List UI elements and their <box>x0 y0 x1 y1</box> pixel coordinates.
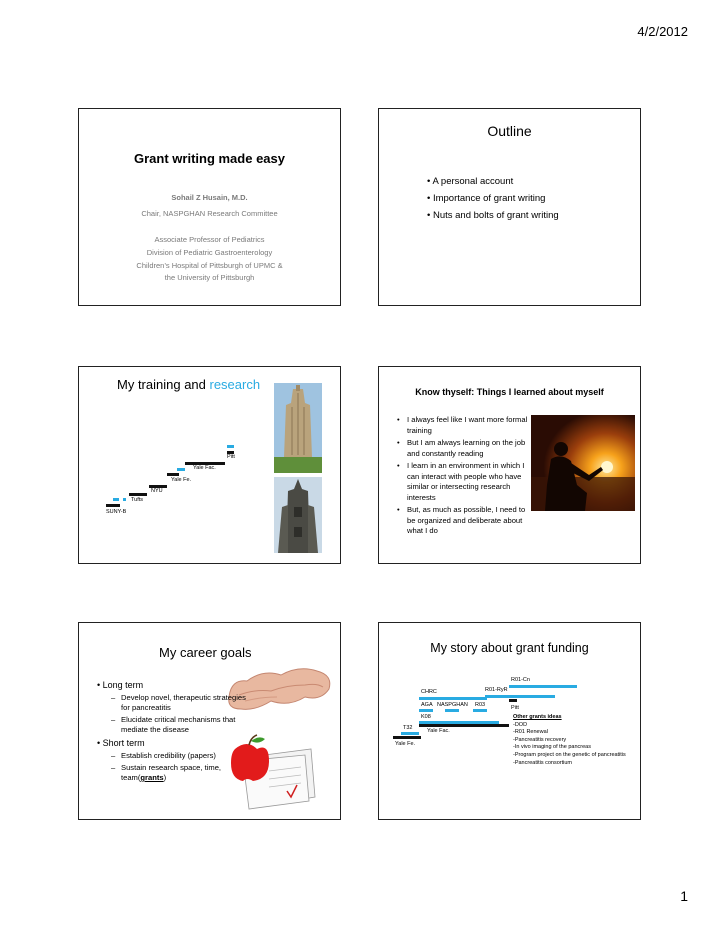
slide-title <box>78 108 341 306</box>
sunset-silhouette-photo <box>531 415 635 511</box>
short-term-heading: • Short term <box>97 738 145 748</box>
know-thyself-list <box>397 415 533 537</box>
label-k08: K08 <box>421 714 431 720</box>
other-grant-item: -Pancreatitis consortium <box>513 759 572 766</box>
list-item: • But I am always learning on the job and constantly reading <box>397 438 526 458</box>
other-grant-item: -Program project on the genetic of pancreatitis <box>513 751 626 758</box>
timeline-bar <box>123 498 126 501</box>
other-grant-item: -DOD <box>513 721 528 728</box>
other-grants-title: Other grants ideas <box>513 714 562 720</box>
label-yale-fe: Yale Fe. <box>395 741 416 747</box>
label-t32: T32 <box>403 725 413 731</box>
grant-bar <box>419 709 433 712</box>
affiliation-2: Division of Pediatric Gastroenterology <box>146 248 273 257</box>
label-naspghan: NASPGHAN <box>437 702 468 708</box>
timeline-bar <box>227 445 234 448</box>
label-r03: R03 <box>475 702 486 708</box>
timeline-bar <box>227 451 234 454</box>
label-aga: AGA <box>421 702 433 708</box>
other-grant-item: -Pancreatitis recovery <box>513 736 567 743</box>
slide-know-thyself <box>378 366 641 564</box>
affiliation-4: the University of Pittsburgh <box>164 273 255 282</box>
timeline-bar <box>177 468 185 471</box>
grant-bar <box>445 709 459 712</box>
grant-bar <box>419 697 487 700</box>
label-r01-cn: R01-Cn <box>511 677 530 683</box>
outline-title: Outline <box>487 123 532 139</box>
grant-bar <box>473 709 487 712</box>
label-r01-ryr: R01-RyR <box>485 687 508 693</box>
career-goals-content <box>97 679 247 783</box>
presentation-title: Grant writing made easy <box>134 151 285 166</box>
other-grant-item: -In vivo imaging of the pancreas <box>513 744 591 751</box>
timeline-bar <box>185 462 225 465</box>
other-grant-item: -R01 Renewal <box>513 729 548 736</box>
grant-bar <box>509 685 577 688</box>
outline-item: • A personal account <box>427 176 514 187</box>
cathedral-photo <box>274 383 322 473</box>
short-term-item-2: – Sustain research space, time, team(grants) <box>111 763 222 782</box>
label-nyu: NYU <box>151 488 163 494</box>
list-item: • But, as much as possible, I need to be organized and deliberate about what I do <box>397 505 526 535</box>
slide-career-goals <box>78 622 341 820</box>
other-grants-list <box>513 714 626 767</box>
timeline-bar <box>167 473 179 476</box>
grant-bar <box>419 724 509 727</box>
slide-outline <box>378 108 641 306</box>
label-yale-fac: Yale Fac. <box>193 465 216 471</box>
outline-item: • Importance of grant writing <box>427 193 546 204</box>
timeline-bar <box>113 498 119 501</box>
yale-tower-photo <box>274 477 322 553</box>
grant-bar <box>393 736 421 739</box>
label-yale-fe: Yale Fe. <box>171 477 192 483</box>
label-yale-fac: Yale Fac. <box>427 728 450 734</box>
grant-bar <box>485 695 555 698</box>
timeline-bar <box>129 493 147 496</box>
outline-item: • Nuts and bolts of grant writing <box>427 210 559 221</box>
know-thyself-title: Know thyself: Things I learned about myself <box>415 387 604 397</box>
affiliation-3: Children’s Hospital of Pittsburgh of UPMC & <box>136 261 283 270</box>
long-term-item-2: – Elucidate critical mechanisms that mediate the disease <box>111 715 236 734</box>
long-term-item-1: – Develop novel, therapeutic strategies for pancreatitis <box>111 693 246 712</box>
label-suny-b: SUNY-B <box>106 509 127 515</box>
list-item: • I always feel like I want more formal training <box>397 415 528 435</box>
career-goals-title: My career goals <box>159 645 252 660</box>
page-number: 1 <box>680 888 688 904</box>
list-item: • I learn in an environment in which I can interact with people who have similar or intersecting research interests <box>397 461 525 502</box>
label-pitt: Pitt <box>227 454 235 460</box>
timeline-bar <box>106 504 120 507</box>
grant-funding-title: My story about grant funding <box>430 641 589 655</box>
label-pitt: Pitt <box>511 705 519 711</box>
timeline-bar <box>149 485 167 488</box>
author-name: Sohail Z Husain, M.D. <box>171 193 248 202</box>
long-term-heading: • Long term <box>97 680 144 690</box>
author-role: Chair, NASPGHAN Research Committee <box>141 209 278 218</box>
outline-list <box>427 176 559 222</box>
affiliation-1: Associate Professor of Pediatrics <box>154 235 265 244</box>
grant-bar <box>509 699 517 702</box>
slide-grant-funding <box>378 622 641 820</box>
grant-bar <box>401 732 419 735</box>
training-title: My training and research <box>117 377 261 392</box>
label-chrc: CHRC <box>421 689 437 695</box>
slide-training <box>78 366 341 564</box>
page-date: 4/2/2012 <box>637 24 688 39</box>
label-tufts: Tufts <box>131 497 144 503</box>
short-term-item-1: – Establish credibility (papers) <box>111 751 216 760</box>
